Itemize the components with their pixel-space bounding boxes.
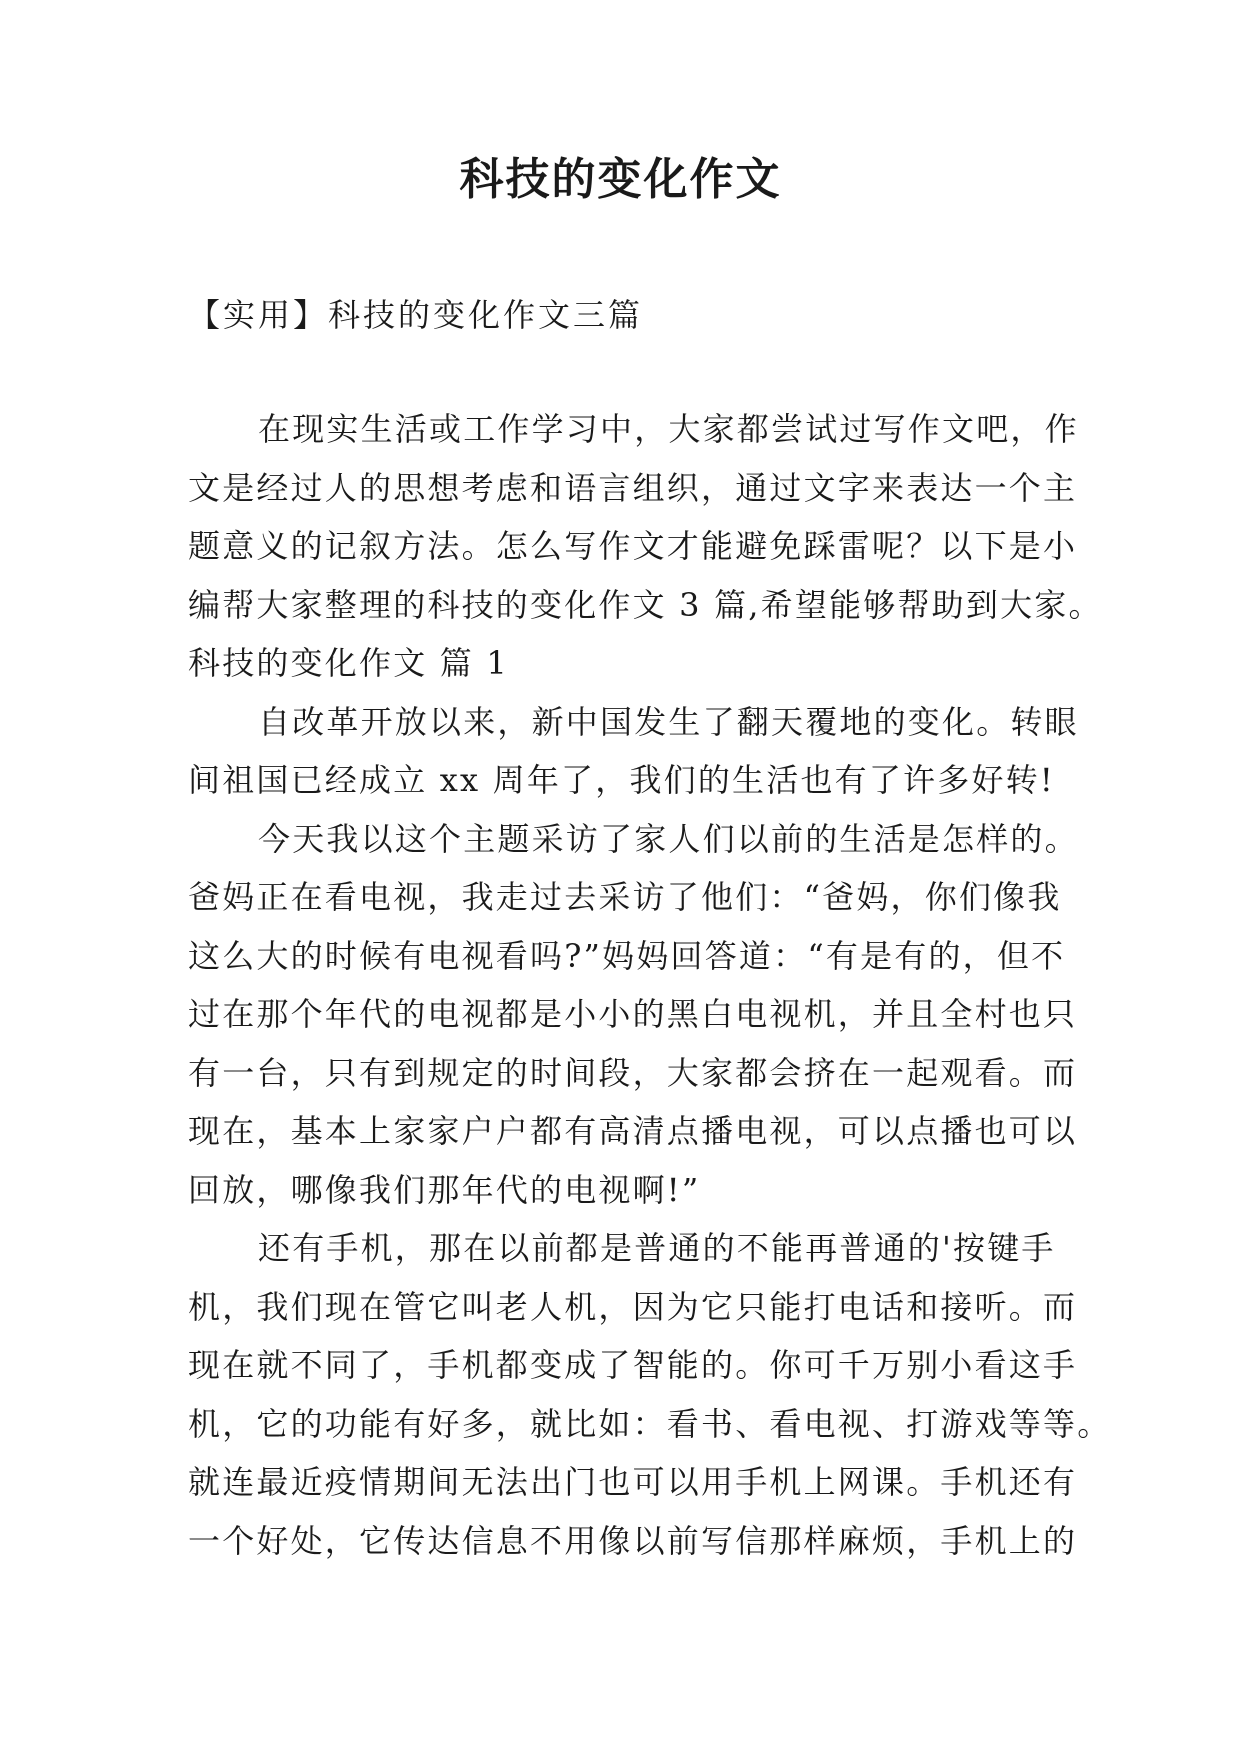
text-line: 回放，哪像我们那年代的电视啊!” [188, 1170, 701, 1209]
text-line: 科技的变化作文 篇 1 [188, 644, 509, 682]
text-line: 机，它的功能有好多，就比如：看书、看电视、打游戏等等。 [188, 1404, 1112, 1443]
text-line: 间祖国已经成立 xx 周年了，我们的生活也有了许多好转! [188, 761, 1055, 799]
text-line: 爸妈正在看电视，我走过去采访了他们：“爸妈，你们像我 [188, 878, 1062, 916]
document-body [188, 400, 1112, 1570]
text-line: 题意义的记叙方法。怎么写作文才能避免踩雷呢？以下是小 [188, 527, 1078, 565]
text-line: 在现实生活或工作学习中，大家都尝试过写作文吧，作 [258, 410, 1079, 448]
text-line: 就连最近疫情期间无法出门也可以用手机上网课。手机还有 [188, 1463, 1078, 1501]
text-line: 编帮大家整理的科技的变化作文 3 篇,希望能够帮助到大家。 [188, 585, 1103, 624]
text-line: 这么大的时候有电视看吗?”妈妈回答道：“有是有的，但不 [188, 936, 1066, 975]
text-line: 过在那个年代的电视都是小小的黑白电视机，并且全村也只 [188, 995, 1078, 1033]
text-line: 现在就不同了，手机都变成了智能的。你可千万别小看这手 [188, 1346, 1078, 1384]
document-subtitle: 【实用】科技的变化作文三篇 [188, 296, 644, 334]
text-line: 自改革开放以来，新中国发生了翻天覆地的变化。转眼 [258, 702, 1079, 741]
text-line: 文是经过人的思想考虑和语言组织，通过文字来表达一个主 [188, 468, 1078, 507]
text-line: 机，我们现在管它叫老人机，因为它只能打电话和接听。而 [188, 1287, 1078, 1326]
text-line: 现在，基本上家家户户都有高清点播电视，可以点播也可以 [188, 1112, 1078, 1150]
document-title: 科技的变化作文 [459, 154, 782, 205]
text-line: 今天我以这个主题采访了家人们以前的生活是怎样的。 [258, 819, 1079, 858]
text-line: 还有手机，那在以前都是普通的不能再普通的'按键手 [258, 1229, 1056, 1267]
text-line: 一个好处，它传达信息不用像以前写信那样麻烦，手机上的 [188, 1521, 1078, 1560]
text-line: 有一台，只有到规定的时间段，大家都会挤在一起观看。而 [188, 1053, 1078, 1092]
